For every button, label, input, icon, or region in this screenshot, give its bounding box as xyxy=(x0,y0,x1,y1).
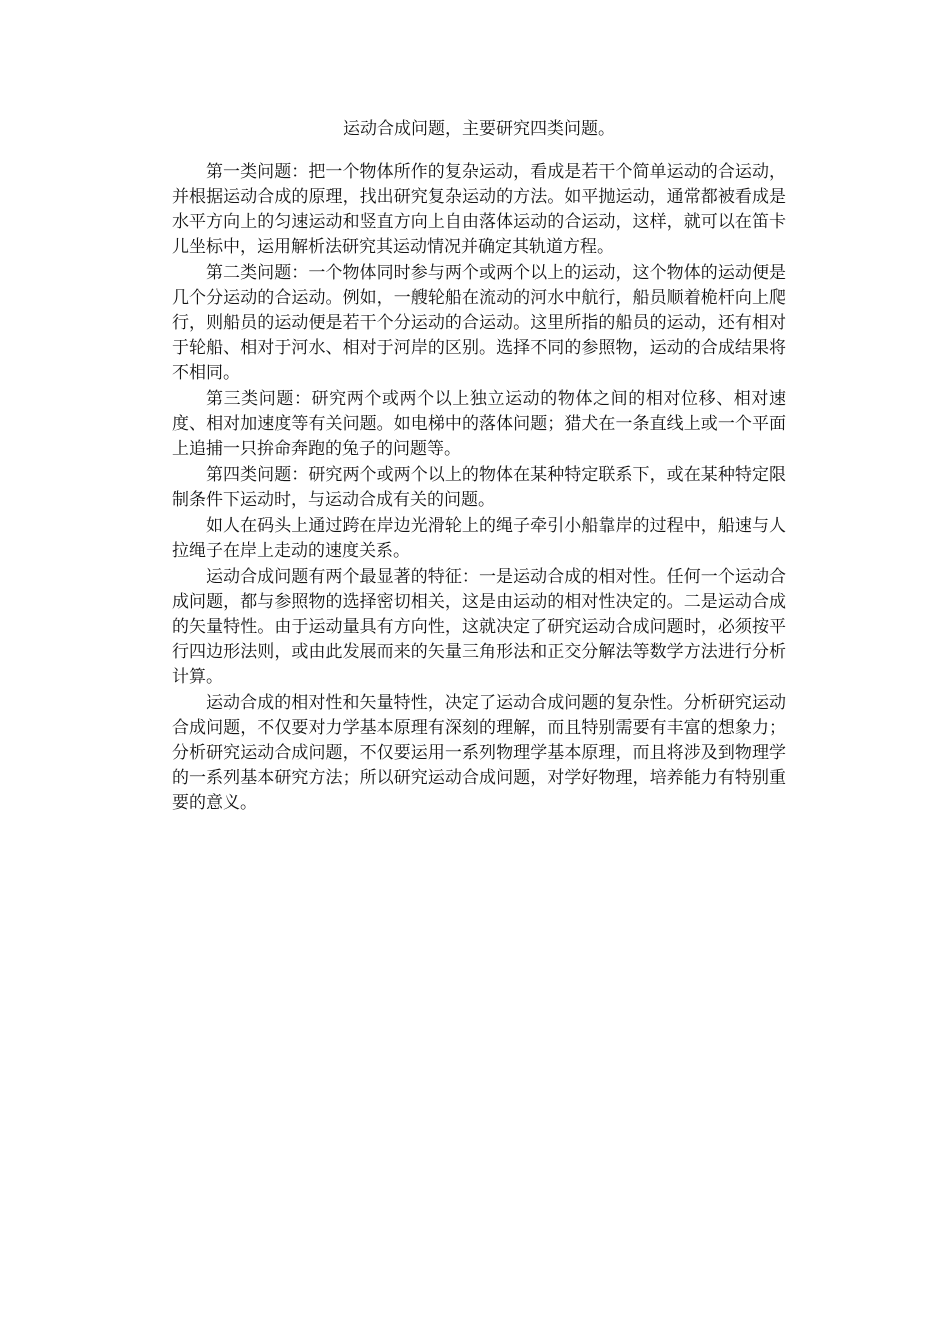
document-page xyxy=(172,116,786,817)
document-title: 运动合成问题，主要研究四类问题。 xyxy=(343,119,615,139)
paragraph-3: 第三类问题：研究两个或两个以上独立运动的物体之间的相对位移、相对速度、相对加速度等有关问题。如电梯中的落体问题；猎犬在一条直线上或一个平面上追捕一只拚命奔跑的兔子的问题等。 xyxy=(172,389,786,459)
paragraph-4: 第四类问题：研究两个或两个以上的物体在某种特定联系下，或在某种特定限制条件下运动时，与运动合成有关的问题。 xyxy=(172,465,786,510)
paragraph-7: 运动合成的相对性和矢量特性，决定了运动合成问题的复杂性。分析研究运动合成问题，不仅要对力学基本原理有深刻的理解，而且特别需要有丰富的想象力；分析研究运动合成问题，不仅要运用一系列物理学基本原理，而且将涉及到物理学的一系列基本研究方法；所以研究运动合成问题，对学好物理，培养能力有特别重要的意义。 xyxy=(172,693,786,813)
paragraph-2: 第二类问题：一个物体同时参与两个或两个以上的运动，这个物体的运动便是几个分运动的合运动。例如，一艘轮船在流动的河水中航行，船员顺着桅杆向上爬行，则船员的运动便是若干个分运动的合运动。这里所指的船员的运动，还有相对于轮船、相对于河水、相对于河岸的区别。选择不同的参照物，运动的合成结果将不相同。 xyxy=(172,263,786,383)
paragraph-1: 第一类问题：把一个物体所作的复杂运动，看成是若干个简单运动的合运动，并根据运动合成的原理，找出研究复杂运动的方法。如平抛运动，通常都被看成是水平方向上的匀速运动和竖直方向上自由落体运动的合运动，这样，就可以在笛卡儿坐标中，运用解析法研究其运动情况并确定其轨道方程。 xyxy=(172,162,786,257)
paragraph-6: 运动合成问题有两个最显著的特征：一是运动合成的相对性。任何一个运动合成问题，都与参照物的选择密切相关，这是由运动的相对性决定的。二是运动合成的矢量特性。由于运动量具有方向性，这就决定了研究运动合成问题时，必须按平行四边形法则，或由此发展而来的矢量三角形法和正交分解法等数学方法进行分析计算。 xyxy=(172,567,786,687)
paragraph-5: 如人在码头上通过跨在岸边光滑轮上的绳子牵引小船靠岸的过程中，船速与人拉绳子在岸上走动的速度关系。 xyxy=(172,516,786,561)
